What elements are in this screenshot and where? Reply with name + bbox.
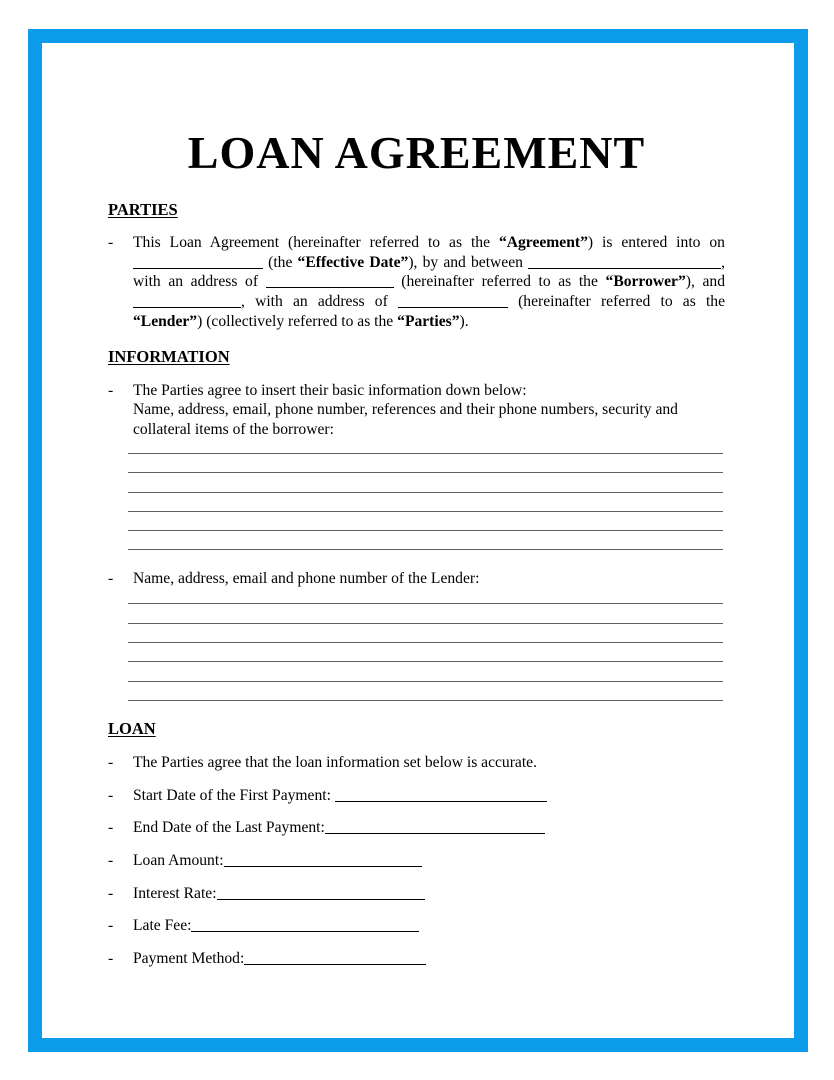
clause-text: ), and (685, 273, 725, 291)
blank-field (217, 888, 425, 900)
blank-field (191, 920, 419, 932)
loan-fields-list (108, 786, 725, 969)
paragraph-line (133, 272, 725, 292)
loan-field-text (133, 851, 725, 871)
loan-field-label: Late Fee: (133, 917, 192, 935)
defined-term: “Parties” (397, 312, 460, 330)
clause-text: , with an address of (241, 293, 398, 311)
blank-field (325, 822, 545, 834)
borrower-write-in-lines (128, 435, 723, 551)
ruled-line (128, 473, 723, 492)
bullet-dash: - (108, 917, 114, 935)
borrower-info-line: The Parties agree to insert their basic information down below: (133, 381, 527, 399)
ruled-line (128, 512, 723, 531)
blank-field (224, 855, 422, 867)
bullet-dash: - (108, 819, 114, 837)
loan-field-label: Start Date of the First Payment: (133, 786, 335, 804)
ruled-line (128, 624, 723, 643)
ruled-line (128, 662, 723, 681)
parties-paragraph (133, 233, 725, 332)
clause-text: ). (459, 312, 469, 330)
paragraph-line (133, 292, 725, 312)
defined-term: “Effective Date” (297, 253, 409, 271)
loan-intro-text: The Parties agree that the loan information set below is accurate. (133, 753, 537, 771)
blank-field (335, 790, 547, 802)
ruled-line (128, 531, 723, 550)
loan-field-label: Loan Amount: (133, 852, 224, 869)
clause-text: (hereinafter referred to as the (507, 293, 725, 311)
blank-field (133, 257, 263, 269)
ruled-line (128, 454, 723, 473)
loan-field-row (108, 851, 725, 871)
paragraph-line (133, 253, 725, 273)
loan-field-text (133, 949, 725, 969)
blank-field (398, 296, 508, 308)
loan-field-row (108, 786, 725, 806)
parties-clause (108, 233, 725, 332)
ruled-line (128, 682, 723, 701)
loan-field-row (108, 884, 725, 904)
bullet-dash: - (108, 570, 114, 588)
borrower-info-clause (108, 381, 725, 440)
document-title: LOAN AGREEMENT (187, 127, 646, 178)
loan-field-text (133, 818, 725, 838)
clause-text: (the (263, 253, 298, 271)
blank-field (528, 257, 721, 269)
lender-info-clause (108, 569, 725, 589)
loan-field-label: Payment Method: (133, 950, 245, 968)
loan-intro-clause (108, 753, 725, 773)
bullet-dash: - (108, 950, 114, 968)
blank-field (244, 953, 426, 965)
document-content (108, 0, 725, 969)
borrower-info-text (133, 381, 725, 440)
blank-field (133, 296, 241, 308)
defined-term: “Borrower” (605, 273, 686, 291)
clause-text: ), by and between (408, 253, 529, 271)
lender-info-text: Name, address, email and phone number of the Lender: (133, 570, 480, 588)
clause-text: ) is entered into on (587, 234, 725, 251)
paragraph-line (133, 233, 725, 253)
clause-text: (hereinafter referred to as the (393, 273, 606, 291)
section-heading-parties: PARTIES (108, 200, 178, 219)
bullet-dash: - (108, 234, 114, 251)
blank-field (266, 276, 394, 288)
loan-field-label: Interest Rate: (133, 884, 217, 902)
ruled-line (128, 604, 723, 623)
bullet-dash: - (108, 884, 114, 902)
defined-term: “Agreement” (498, 234, 588, 251)
bullet-dash: - (108, 852, 114, 869)
ruled-line (128, 643, 723, 662)
borrower-info-line: Name, address, email, phone number, references and their phone numbers, security and (133, 401, 678, 419)
bullet-dash: - (108, 753, 114, 771)
clause-text: This Loan Agreement (hereinafter referred to as the (133, 234, 499, 251)
clause-text: ) (collectively referred to as the (197, 312, 398, 330)
loan-field-label: End Date of the Last Payment: (133, 819, 325, 837)
lender-write-in-lines (128, 585, 723, 701)
loan-field-text (133, 916, 725, 936)
bullet-dash: - (108, 786, 114, 804)
ruled-line (128, 493, 723, 512)
loan-field-row (108, 949, 725, 969)
bullet-dash: - (108, 381, 114, 399)
loan-field-text (133, 786, 725, 806)
loan-field-row (108, 916, 725, 936)
section-heading-loan: LOAN (108, 718, 156, 738)
clause-text: with an address of (133, 273, 266, 291)
section-heading-information: INFORMATION (108, 346, 230, 366)
borrower-info-line: collateral items of the borrower: (133, 420, 334, 438)
defined-term: “Lender” (133, 312, 198, 330)
clause-text: , (721, 253, 725, 271)
loan-field-row (108, 818, 725, 838)
paragraph-line (133, 312, 725, 332)
loan-field-text (133, 884, 725, 904)
